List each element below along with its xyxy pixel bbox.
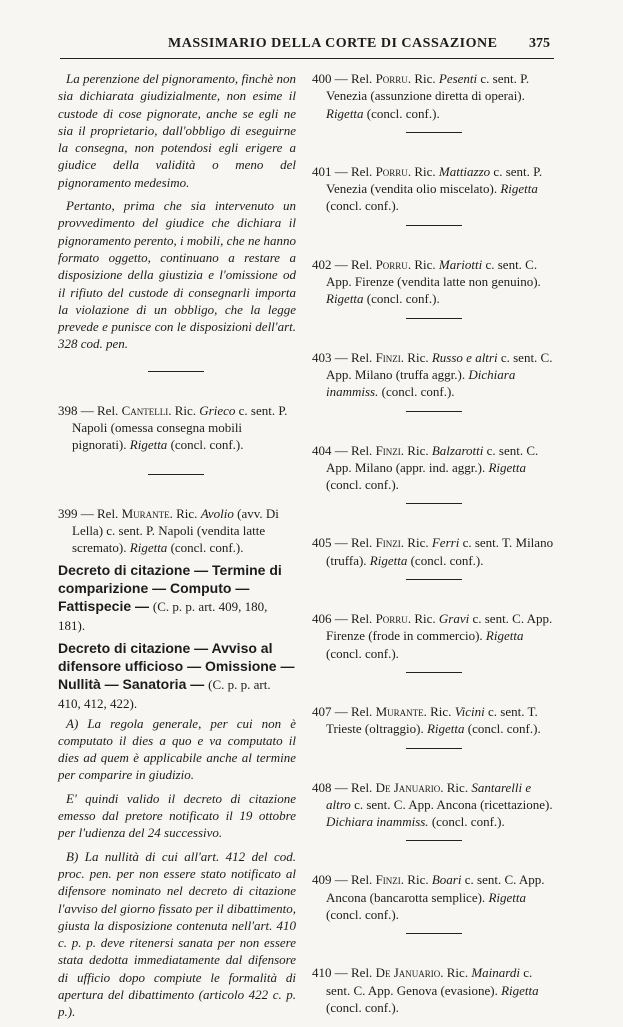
entry-outcome: Rigetta <box>129 437 168 453</box>
rapporteur: Finzi <box>375 535 401 551</box>
party-name: Gravi <box>438 611 470 627</box>
heading-text: Decreto di citazione — Termine di comparizione — Computo — Fattispecie — <box>58 561 282 614</box>
separator-rule <box>406 579 462 580</box>
party-name: Grieco <box>199 402 236 418</box>
rapporteur: Porru <box>375 611 408 627</box>
entry-detail: c. sent. C. App. Ancona (bancarotta semplice). <box>326 872 545 905</box>
entry-number: 403 — Rel. <box>312 349 373 365</box>
right-entry-list <box>312 70 556 1016</box>
entry-conclusion: (concl. conf.). <box>326 477 399 493</box>
entry-conclusion: (concl. conf.). <box>170 540 244 556</box>
entry-403 <box>312 349 556 401</box>
separator-rule <box>148 371 204 372</box>
entry-conclusion: (concl. conf.). <box>366 105 440 121</box>
maxim-b: B) La nullità di cui all'art. 412 del cod. proc. pen. per non essere stato notificato al difensore nominato nel decreto di citazione l'avviso del giorno fissato per il dibattimento, giusta la disposizione contenuta nell'art. 410 c. p. p. deve ritenersi sanata per non essere stata dedotta immediatamente dal difensore di ufficio dopo compiute le formalità di apertura del dibattimento (articolo 422 c. p. p.). <box>58 848 296 1020</box>
entry-number: 402 — Rel. <box>312 256 373 272</box>
entry-number: 409 — Rel. <box>312 872 373 888</box>
entry-outcome: Rigetta <box>326 291 364 307</box>
party-name: Santarelli e altro <box>326 779 532 812</box>
separator-rule <box>406 225 462 226</box>
entry-outcome: Rigetta <box>488 459 527 475</box>
heading-text: Decreto di citazione — Avviso al difensore ufficioso — Omissione — Nullità — Sanatoria — <box>58 639 295 692</box>
ric-label: . Ric. <box>440 965 469 981</box>
entry-408 <box>312 779 556 831</box>
entry-conclusion: (concl. conf.). <box>410 552 484 568</box>
entry-conclusion: (concl. conf.). <box>170 437 244 453</box>
entry-conclusion: (concl. conf.). <box>326 198 399 214</box>
entry-409 <box>312 871 556 923</box>
heading-termine-comparizione <box>58 561 296 635</box>
entry-399 <box>58 505 296 557</box>
entry-400 <box>312 70 556 122</box>
running-title: MASSIMARIO DELLA CORTE DI CASSAZIONE <box>168 36 498 51</box>
entry-number: 400 — Rel. <box>312 71 373 86</box>
party-name: Russo e altri <box>431 349 498 365</box>
ric-label: . Ric. <box>407 71 436 86</box>
separator-rule <box>406 672 462 673</box>
entry-405 <box>312 534 556 569</box>
rapporteur: Finzi <box>375 872 401 888</box>
rapporteur: Finzi <box>375 349 401 365</box>
rapporteur: De Januario <box>375 965 441 981</box>
entry-detail: c. sent. C. App. Firenze (frode in commercio). <box>326 611 553 644</box>
entry-407 <box>312 703 556 738</box>
ric-label: . Ric. <box>400 535 429 551</box>
entry-number: 399 — Rel. <box>58 505 119 521</box>
rapporteur: Porru <box>375 163 408 179</box>
party-name: Mattiazzo <box>438 163 491 179</box>
entry-conclusion: (concl. conf.). <box>326 907 399 923</box>
separator-rule <box>406 503 462 504</box>
entry-outcome: Rigetta <box>369 552 408 568</box>
entry-401 <box>312 163 556 215</box>
rapporteur: Murante <box>375 703 424 719</box>
entry-detail: c. sent. C. App. Genova (evasione). <box>326 965 533 998</box>
heading-reference: (C. p. p. art. 409, 180, 181). <box>58 598 268 633</box>
separator-rule <box>406 318 462 319</box>
party-name: Balzarotti <box>431 442 484 458</box>
separator-rule <box>406 840 462 841</box>
rapporteur: Porru <box>375 256 408 272</box>
party-name: Vicini <box>454 703 485 719</box>
entry-outcome: Dichiara inammiss. <box>326 366 516 400</box>
ric-label: . Ric. <box>407 163 436 179</box>
right-column <box>312 70 556 1016</box>
entry-detail: c. sent. T. Milano (truffa). <box>326 535 554 568</box>
party-name: Mariotti <box>438 256 483 272</box>
maxim-paragraph-1: La perenzione del pignoramento, finchè non sia dichiarata giudizialmente, non esime il custode di cose pignorate, anche se egli ne sia il proprietario, dall'obbligo di eseguirne la consegna, non potendosi egli erigere a giudice della validità o meno del pignoramento medesimo. <box>58 71 296 190</box>
entry-conclusion: (concl. conf.). <box>467 721 541 737</box>
entry-number: 406 — Rel. <box>312 611 373 627</box>
entry-number: 401 — Rel. <box>312 163 373 179</box>
entry-detail: c. sent. T. Trieste (oltraggio). <box>326 703 538 737</box>
ric-label: . Ric. <box>169 505 198 521</box>
entry-outcome: Rigetta <box>501 982 539 998</box>
entry-outcome: Rigetta <box>426 721 465 737</box>
entry-detail: c. sent. P. Venezia (vendita olio miscelato). <box>326 163 543 197</box>
left-column <box>58 70 296 1027</box>
entry-outcome: Rigetta <box>129 540 168 556</box>
entry-outcome: Rigetta <box>488 889 526 905</box>
party-name: Boari <box>431 872 462 888</box>
entry-number: 405 — Rel. <box>312 535 373 551</box>
entry-404 <box>312 442 556 494</box>
ric-label: . Ric. <box>407 611 436 627</box>
maxim-paragraph-2: Pertanto, prima che sia intervenuto un provvedimento del giudice che dichiara il pignoramento perento, i mobili, che ne hanno formato oggetto, continuano a restare a disposizione della giustizia e l'omissione od il rifiuto del custode di consegnarli importa la violazione di un obbligo, che la legge prevede e punisce con le disposizioni dell'art. 328 cod. pen. <box>58 198 296 352</box>
entry-number: 404 — Rel. <box>312 442 373 458</box>
maxim-a-2: E' quindi valido il decreto di citazione emesso dal pretore notificato il 19 ottobre per l'udienza del 24 successivo. <box>58 790 296 841</box>
page-header <box>60 36 570 56</box>
ric-label: . Ric. <box>423 703 452 719</box>
entry-402 <box>312 256 556 308</box>
entry-number: 410 — Rel. <box>312 965 373 981</box>
entry-outcome: Rigetta <box>485 628 524 644</box>
ric-label: . Ric. <box>400 442 429 458</box>
entry-detail: c. sent. C. App. Milano (truffa aggr.). <box>326 349 553 382</box>
separator-rule <box>406 748 462 749</box>
rapporteur: Finzi <box>375 442 401 458</box>
ric-label: . Ric. <box>400 349 429 365</box>
entry-detail: c. sent. C. App. Milano (appr. ind. aggr.). <box>326 442 539 475</box>
separator-rule <box>406 411 462 412</box>
entry-number: 407 — Rel. <box>312 703 373 719</box>
heading-avviso-difensore <box>58 639 296 713</box>
separator-rule <box>148 474 204 475</box>
entry-410 <box>312 964 556 1016</box>
maxim-a: A) La regola generale, per cui non è computato il dies a quo e va computato il dies ad quem è applicabile anche al termine per comparire in giudizio. <box>58 715 296 783</box>
entry-406 <box>312 610 556 662</box>
entry-number: 398 — Rel. <box>58 402 119 418</box>
entry-outcome: Dichiara inammiss. <box>326 814 429 830</box>
separator-rule <box>406 132 462 133</box>
page-number: 375 <box>529 36 550 51</box>
heading-reference: (C. p. p. art. 410, 412, 422). <box>58 676 271 711</box>
separator-rule <box>406 933 462 934</box>
entry-conclusion: (concl. conf.). <box>326 999 399 1015</box>
entry-detail: c. sent. C. App. Ancona (ricettazione). <box>354 796 553 812</box>
party-name: Mainardi <box>471 965 520 981</box>
entry-conclusion: (concl. conf.). <box>366 291 440 307</box>
entry-398 <box>58 402 296 454</box>
entry-number: 408 — Rel. <box>312 779 373 795</box>
rapporteur: Murante <box>121 505 170 521</box>
party-name: Avolio <box>200 505 234 521</box>
entry-conclusion: (concl. conf.). <box>431 814 505 830</box>
party-name: Ferri <box>431 535 460 551</box>
entry-outcome: Rigetta <box>500 181 538 197</box>
ric-label: . Ric. <box>440 779 469 795</box>
entry-conclusion: (concl. conf.). <box>381 384 455 400</box>
ric-label: . Ric. <box>400 872 429 888</box>
rapporteur: Porru <box>375 71 408 86</box>
entry-detail: c. sent. C. App. Firenze (vendita latte non genuino). <box>326 256 541 290</box>
header-rule <box>60 58 554 59</box>
ric-label: . Ric. <box>168 402 197 418</box>
party-name: Pesenti <box>438 71 478 86</box>
entry-detail: c. sent. P. Napoli (omessa consegna mobili pignorati). <box>72 402 288 453</box>
rapporteur: Cantelli <box>121 402 169 418</box>
ric-label: . Ric. <box>407 256 436 272</box>
entry-conclusion: (concl. conf.). <box>326 645 399 661</box>
entry-outcome: Rigetta <box>326 105 364 121</box>
rapporteur: De Januario <box>375 779 441 795</box>
entry-detail: c. sent. P. Venezia (assunzione diretta di operai). <box>326 71 530 104</box>
entry-detail: (avv. Di Lella) c. sent. P. Napoli (vendita latte scremato). <box>72 505 279 556</box>
